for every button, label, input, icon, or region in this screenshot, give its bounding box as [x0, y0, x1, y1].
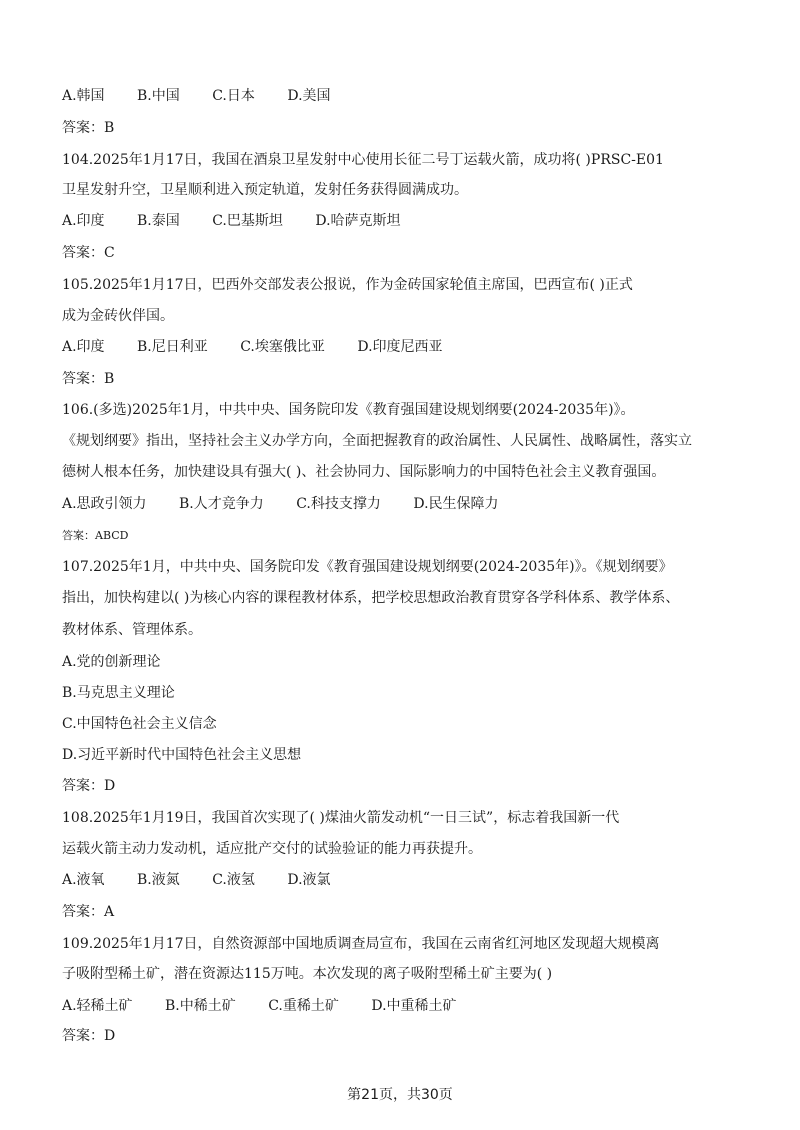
q108-answer: 答案：A [62, 904, 115, 920]
page-number-footer: 第21页，共30页 [347, 1087, 453, 1103]
q107-option-b: B.马克思主义理论 [62, 685, 175, 701]
q106-text-line-3: 德树人根本任务，加快建设具有强大( )、社会协同力、国际影响力的中国特色社会主义教育强国。 [62, 464, 666, 480]
q104-answer: 答案：C [62, 245, 115, 261]
q106-option-b: B.人才竞争力 [179, 496, 264, 512]
q109-options [62, 996, 457, 1016]
q106-options [62, 494, 499, 514]
q108-option-d: D.液氯 [287, 872, 331, 888]
q105-options [62, 337, 443, 357]
q106-text-line-2: 《规划纲要》指出，坚持社会主义办学方向，全面把握教育的政治属性、人民属性、战略属性，落实立 [62, 433, 692, 449]
q107-text-line-1: 107.2025年1月，中共中央、国务院印发《教育强国建设规划纲要(2024-2035年)》。《规划纲要》 [62, 559, 673, 575]
q107-answer: 答案：D [62, 778, 116, 794]
q105-text-line-1: 105.2025年1月17日，巴西外交部发表公报说，作为金砖国家轮值主席国，巴西宣布( )正式 [62, 277, 633, 293]
q109-option-b: B.中稀土矿 [165, 998, 236, 1014]
q105-option-d: D.印度尼西亚 [357, 339, 443, 355]
q107-text-line-3: 教材体系、管理体系。 [62, 622, 202, 638]
q104-text-line-2: 卫星发射升空，卫星顺利进入预定轨道，发射任务获得圆满成功。 [62, 182, 468, 198]
q109-option-c: C.重稀土矿 [268, 998, 339, 1014]
q108-option-c: C.液氢 [212, 872, 255, 888]
q107-text-line-2: 指出，加快构建以( )为核心内容的课程教材体系，把学校思想政治教育贯穿各学科体系、教学体系、 [62, 590, 680, 606]
q103-option-c: C.日本 [212, 88, 255, 104]
q107-option-d: D.习近平新时代中国特色社会主义思想 [62, 747, 302, 763]
q109-answer: 答案：D [62, 1028, 116, 1044]
q105-option-c: C.埃塞俄比亚 [240, 339, 325, 355]
q107-option-a: A.党的创新理论 [62, 654, 161, 670]
q109-text-line-1: 109.2025年1月17日，自然资源部中国地质调查局宣布，我国在云南省红河地区发现超大规模离 [62, 936, 660, 952]
q108-text-line-2: 运载火箭主动力发动机，适应批产交付的试验验证的能力再获提升。 [62, 841, 482, 857]
q106-answer: 答案：ABCD [62, 529, 129, 542]
q103-options [62, 86, 331, 106]
q105-option-b: B.尼日利亚 [137, 339, 208, 355]
q108-option-a: A.液氧 [62, 872, 105, 888]
q103-option-a: A.韩国 [62, 88, 105, 104]
q109-text-line-2: 子吸附型稀土矿，潜在资源达115万吨。本次发现的离子吸附型稀土矿主要为( ) [62, 966, 553, 982]
q106-option-c: C.科技支撑力 [296, 496, 381, 512]
q104-text-line-1: 104.2025年1月17日，我国在酒泉卫星发射中心使用长征二号丁运载火箭，成功将( )PRSC-E01 [62, 152, 664, 168]
q105-text-line-2: 成为金砖伙伴国。 [62, 308, 174, 324]
q104-option-d: D.哈萨克斯坦 [315, 213, 401, 229]
q108-text-line-1: 108.2025年1月19日，我国首次实现了( )煤油火箭发动机“一日三试”，标志着我国新一代 [62, 810, 620, 826]
q107-option-c: C.中国特色社会主义信念 [62, 716, 217, 732]
q103-answer: 答案：B [62, 120, 115, 136]
q109-option-a: A.轻稀土矿 [62, 998, 133, 1014]
q105-option-a: A.印度 [62, 339, 105, 355]
q103-option-b: B.中国 [137, 88, 180, 104]
q104-option-a: A.印度 [62, 213, 105, 229]
q103-option-d: D.美国 [287, 88, 331, 104]
q106-option-a: A.思政引领力 [62, 496, 147, 512]
q104-options [62, 211, 401, 231]
q104-option-b: B.泰国 [137, 213, 180, 229]
q105-answer: 答案：B [62, 371, 115, 387]
q108-options [62, 870, 331, 890]
q106-text-line-1: 106.(多选)2025年1月，中共中央、国务院印发《教育强国建设规划纲要(2024-2035年)》。 [62, 402, 635, 418]
q108-option-b: B.液氮 [137, 872, 180, 888]
q106-option-d: D.民生保障力 [413, 496, 499, 512]
q109-option-d: D.中重稀土矿 [371, 998, 457, 1014]
q104-option-c: C.巴基斯坦 [212, 213, 283, 229]
